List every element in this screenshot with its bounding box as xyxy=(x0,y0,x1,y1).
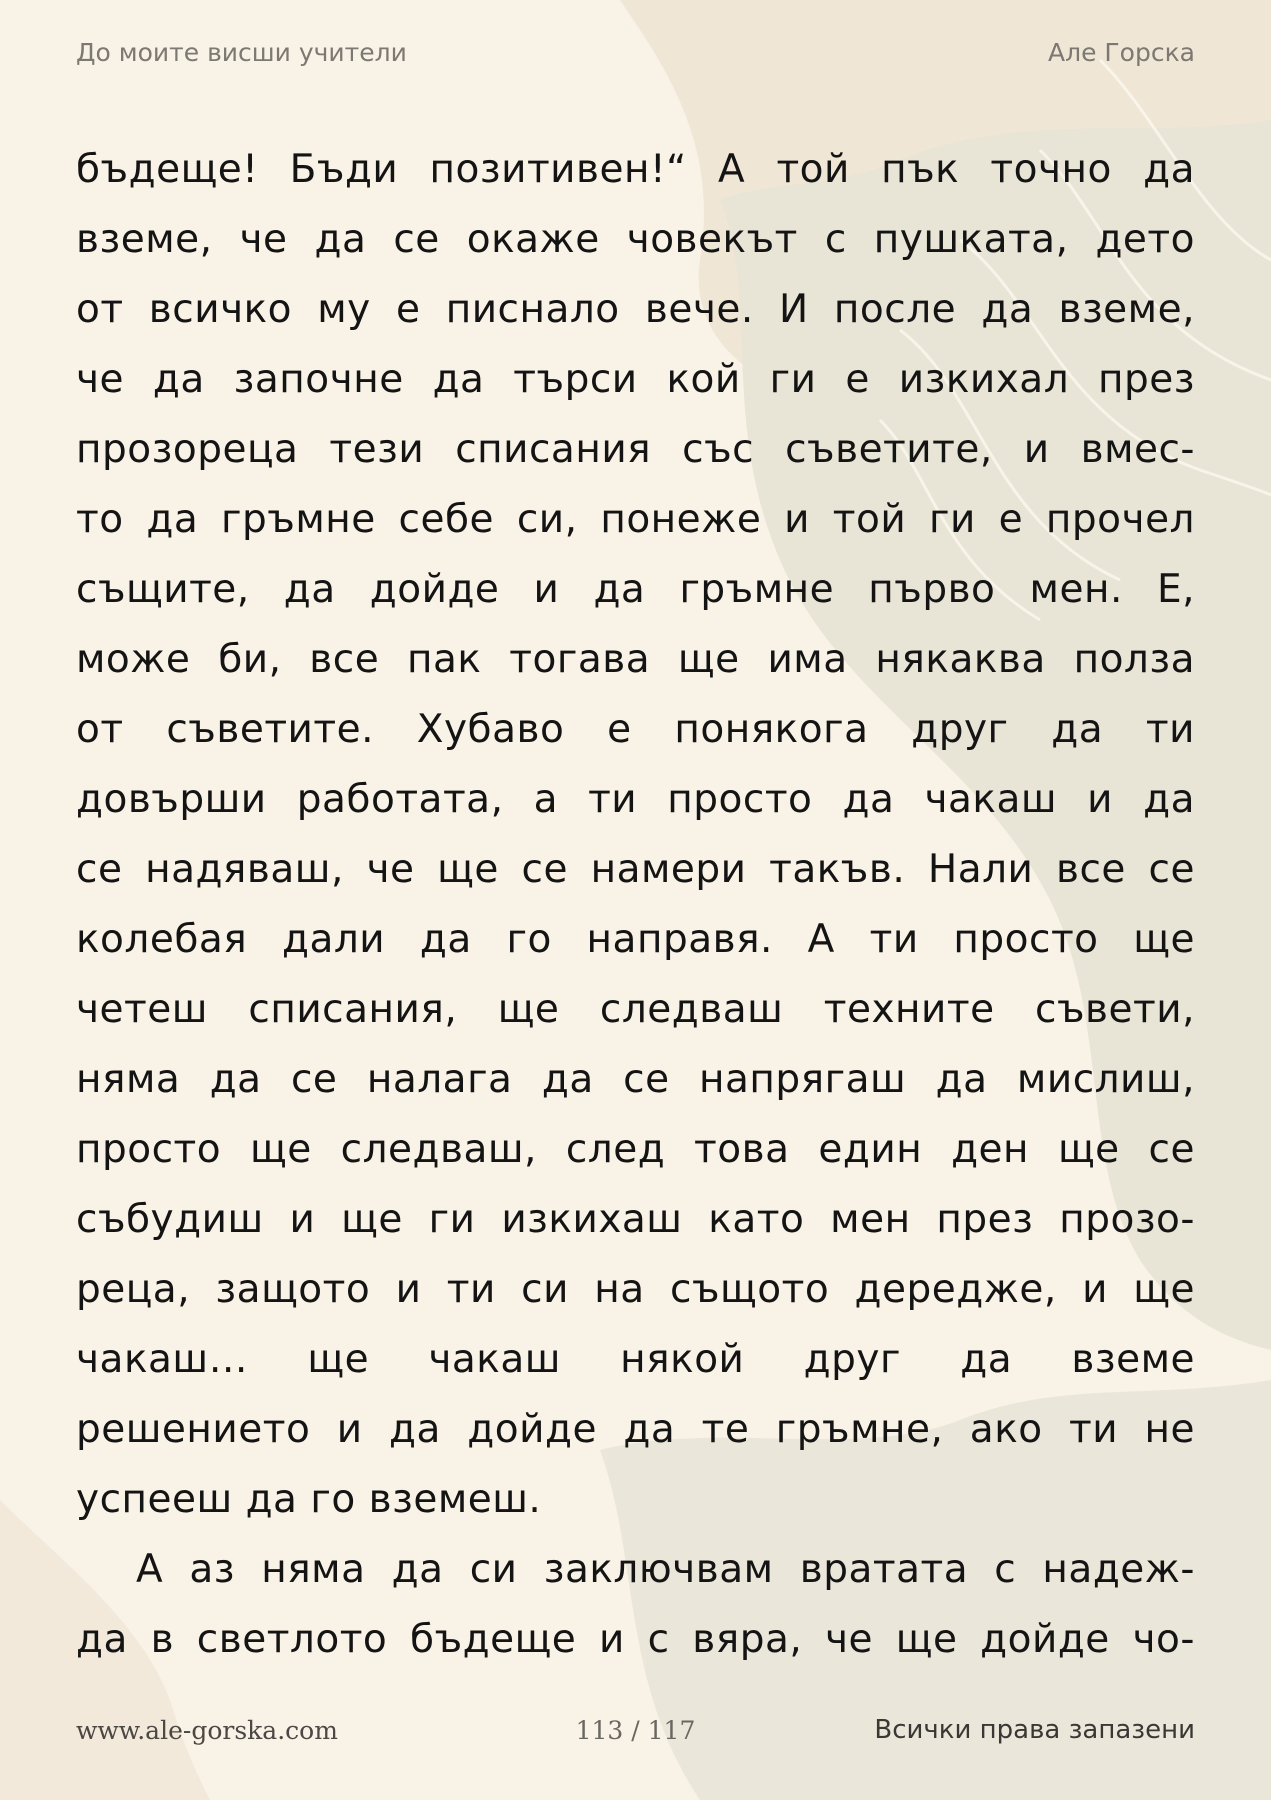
book-title: До моите висши учители xyxy=(76,37,407,67)
page-footer xyxy=(76,1712,1195,1748)
text-line: от всичко му е писнало вече. И после да вземе, xyxy=(76,287,1195,332)
text-line: просто ще следваш, след това един ден ще се xyxy=(76,1127,1195,1172)
text-line: може би, все пак тогава ще има някаква полза xyxy=(76,637,1195,682)
text-line: реца, защото и ти си на същото дередже, и ще xyxy=(76,1267,1195,1312)
text-line: довърши работата, а ти просто да чакаш и да xyxy=(76,777,1195,822)
text-line: няма да се налага да се напрягаш да мислиш, xyxy=(76,1057,1195,1102)
body-text xyxy=(76,135,1195,1675)
text-line: събудиш и ще ги изкихаш като мен през прозо- xyxy=(76,1197,1195,1242)
text-line: то да гръмне себе си, понеже и той ги е прочел xyxy=(76,497,1195,542)
page-header xyxy=(76,36,1195,68)
author-name: Але Горска xyxy=(1048,37,1195,67)
text-line: същите, да дойде и да гръмне първо мен. Е, xyxy=(76,567,1195,612)
text-line: колебая дали да го направя. А ти просто ще xyxy=(76,917,1195,962)
text-line: да в светлото бъдеще и с вяра, че ще дойде чо- xyxy=(76,1617,1195,1662)
text-line: чакаш… ще чакаш някой друг да вземе xyxy=(76,1337,1195,1382)
copyright-notice: Всички права запазени xyxy=(874,1715,1195,1745)
text-line: успееш да го вземеш. xyxy=(76,1477,542,1522)
text-line: решението и да дойде да те гръмне, ако ти не xyxy=(76,1407,1195,1452)
text-line: от съветите. Хубаво е понякога друг да ти xyxy=(76,707,1195,752)
website-link[interactable]: www.ale-gorska.com xyxy=(76,1715,338,1745)
page-number: 113 / 117 xyxy=(575,1715,696,1745)
text-line: четеш списания, ще следваш техните съвети, xyxy=(76,987,1195,1032)
text-line: че да започне да търси кой ги е изкихал през xyxy=(76,357,1195,402)
text-line: А аз няма да си заключвам вратата с надеж- xyxy=(136,1547,1195,1592)
text-line: вземе, че да се окаже човекът с пушката, дето xyxy=(76,217,1195,262)
text-line: се надяваш, че ще се намери такъв. Нали все се xyxy=(76,847,1195,892)
text-line: прозореца тези списания със съветите, и вмес- xyxy=(76,427,1195,472)
text-line: бъдеще! Бъди позитивен!“ А той пък точно да xyxy=(76,147,1195,192)
